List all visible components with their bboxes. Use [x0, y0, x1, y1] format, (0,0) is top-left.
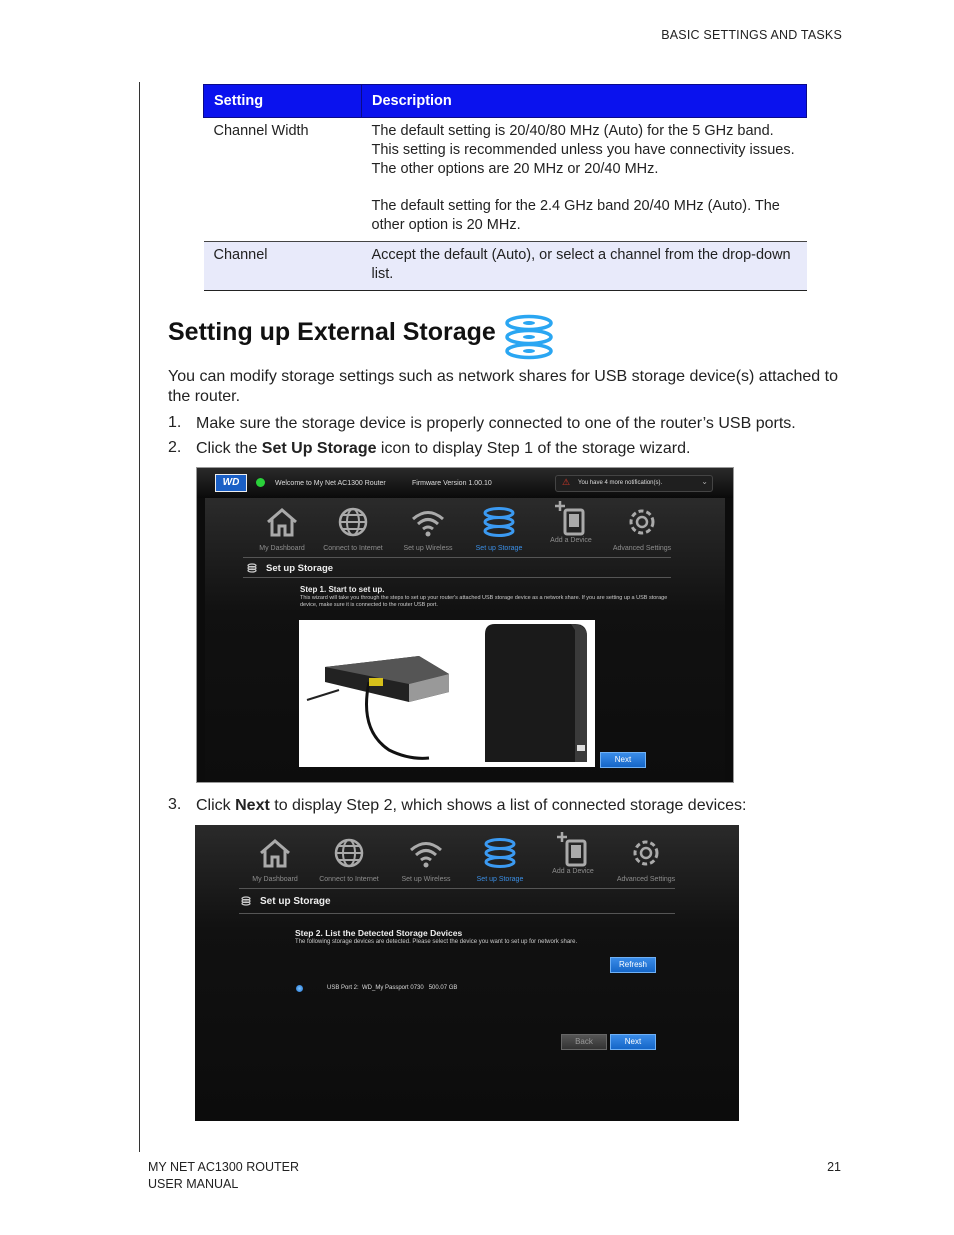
step-text-part: Click the [196, 440, 262, 457]
description-paragraph: The default setting is 20/40/80 MHz (Auto) for the 5 GHz band. This setting is recommended unless you have connectivity issues. The other options are 20 MHz or 20/40 MHz. [371, 123, 795, 177]
back-button[interactable]: Back [561, 1034, 607, 1050]
margin-rule [139, 82, 140, 1152]
device-entry: USB Port 2: WD_My Passport 0730 500.07 GB [327, 985, 458, 991]
next-button[interactable]: Next [600, 752, 646, 768]
nav-connect-internet[interactable] [309, 837, 389, 883]
storage-icon [482, 837, 518, 869]
notification-text: You have 4 more notification(s). [578, 480, 663, 486]
running-header: BASIC SETTINGS AND TASKS [661, 28, 842, 42]
storage-small-icon [247, 563, 257, 573]
nav-label: Add a Device [550, 537, 592, 544]
step-text-part: Click [196, 797, 236, 814]
nav-label: Connect to Internet [323, 545, 383, 552]
intro-paragraph: You can modify storage settings such as network shares for USB storage device(s) attached to the router. [168, 368, 838, 405]
wizard-screenshot-step2 [195, 825, 739, 1121]
table-row [204, 242, 807, 291]
gear-icon [628, 837, 664, 869]
step-description: The following storage devices are detected. Please select the device you want to set up for network share. [295, 939, 578, 945]
description-paragraph: The default setting for the 2.4 GHz band 20/40 MHz (Auto). The other option is 20 MHz. [371, 198, 780, 233]
nav-setup-wireless[interactable] [386, 837, 466, 883]
wifi-icon [408, 837, 444, 869]
firmware-text: Firmware Version 1.00.10 [412, 480, 492, 487]
router-drive-illustration [299, 620, 595, 767]
footer-title [148, 1159, 299, 1193]
nav-setup-wireless[interactable] [388, 506, 468, 552]
home-icon [264, 506, 300, 538]
step-title: Step 2. List the Detected Storage Devices [295, 928, 463, 938]
panel-divider [239, 913, 675, 914]
panel-title: Set up Storage [260, 896, 331, 907]
device-radio[interactable] [296, 985, 303, 992]
storage-small-icon [241, 896, 251, 906]
step-title: Step 1. Start to set up. [300, 585, 385, 594]
settings-table [203, 84, 807, 291]
wizard-screenshot-step1 [196, 467, 734, 783]
nav-advanced-settings[interactable] [602, 506, 682, 552]
nav-advanced-settings[interactable] [606, 837, 686, 883]
chevron-down-icon: ⌄ [701, 477, 708, 486]
step-text-bold: Next [235, 797, 270, 814]
footer-line: MY NET AC1300 ROUTER [148, 1160, 299, 1174]
wifi-icon [410, 506, 446, 538]
home-icon [257, 837, 293, 869]
nav-label: Set up Wireless [403, 545, 453, 552]
step-text-part: to display Step 2, which shows a list of connected storage devices: [269, 797, 747, 814]
nav-add-device[interactable] [533, 829, 613, 875]
nav-label: Set up Storage [476, 876, 524, 883]
table-header-setting: Setting [204, 85, 362, 118]
step-text: Make sure the storage device is properly connected to one of the router’s USB ports. [196, 415, 796, 432]
next-button[interactable]: Next [610, 1034, 656, 1050]
panel-title: Set up Storage [266, 563, 334, 574]
description-paragraph: Accept the default (Auto), or select a channel from the drop-down list. [371, 247, 791, 282]
nav-divider [239, 888, 675, 889]
welcome-text: Welcome to My Net AC1300 Router [275, 480, 386, 487]
warning-icon: ⚠ [562, 477, 571, 487]
nav-label: Add a Device [552, 868, 594, 875]
step-text [196, 439, 846, 459]
table-header-description: Description [362, 85, 807, 118]
setting-cell: Channel Width [204, 118, 362, 242]
step-text [196, 796, 846, 816]
description-cell [362, 118, 807, 242]
setting-cell: Channel [204, 242, 362, 291]
step-text-bold: Set Up Storage [261, 440, 377, 457]
page-number: 21 [827, 1160, 841, 1174]
nav-label: Advanced Settings [612, 545, 672, 552]
storage-icon [481, 506, 517, 538]
step-number: 2. [168, 439, 182, 456]
globe-status-icon [256, 478, 265, 487]
nav-setup-storage[interactable] [460, 837, 540, 883]
nav-add-device[interactable] [531, 498, 611, 544]
router-image [299, 620, 595, 767]
step-description: This wizard will take you through the steps to set up your router's attached USB storage device as a network share. If you are setting up a USB storage device, make sure it is connected to the router USB port. [300, 595, 668, 608]
gear-icon [624, 506, 660, 538]
globe-icon [331, 837, 367, 869]
refresh-button[interactable]: Refresh [610, 957, 656, 973]
footer-line: USER MANUAL [148, 1177, 239, 1191]
section-title [168, 318, 496, 347]
nav-label: Connect to Internet [319, 876, 379, 883]
nav-my-dashboard[interactable] [242, 506, 322, 552]
add-device-icon [551, 498, 591, 538]
notification-bar[interactable] [555, 475, 713, 492]
nav-bar [239, 837, 679, 887]
nav-label: Set up Storage [475, 545, 523, 552]
section-title-text: Setting up External Storage [168, 318, 496, 346]
table-row [204, 118, 807, 242]
description-cell [362, 242, 807, 291]
step-number: 3. [168, 796, 182, 813]
nav-connect-internet[interactable] [313, 506, 393, 552]
step-number: 1. [168, 414, 182, 431]
nav-label: Advanced Settings [616, 876, 676, 883]
nav-divider [243, 557, 671, 558]
step-text-part: icon to display Step 1 of the storage wizard. [376, 440, 691, 457]
nav-label: My Dashboard [252, 876, 298, 883]
panel-divider [243, 577, 671, 578]
add-device-icon [553, 829, 593, 869]
nav-bar [245, 506, 685, 556]
nav-setup-storage[interactable] [459, 506, 539, 552]
nav-label: Set up Wireless [401, 876, 451, 883]
globe-icon [335, 506, 371, 538]
storage-stack-icon [503, 314, 555, 360]
nav-label: My Dashboard [259, 545, 305, 552]
nav-my-dashboard[interactable] [235, 837, 315, 883]
wd-logo: WD [215, 474, 247, 492]
